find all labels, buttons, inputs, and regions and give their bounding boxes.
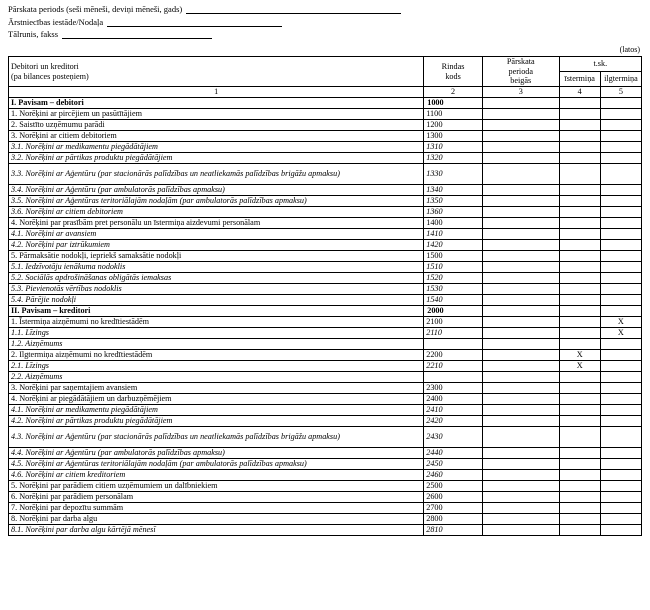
table-row — [9, 492, 642, 503]
row-period-end-value[interactable] — [482, 120, 559, 131]
row-short-term-value[interactable] — [559, 218, 600, 229]
row-code: 2450 — [424, 459, 483, 470]
row-short-term-value[interactable] — [559, 142, 600, 153]
table-row — [9, 317, 642, 328]
row-period-end-value[interactable] — [482, 229, 559, 240]
row-period-end-value[interactable] — [482, 262, 559, 273]
row-short-term-value[interactable] — [559, 153, 600, 164]
row-period-end-value[interactable] — [482, 317, 559, 328]
table-row — [9, 98, 642, 109]
row-long-term-value[interactable] — [600, 525, 641, 536]
row-short-term-value[interactable] — [559, 98, 600, 109]
row-short-term-value[interactable] — [559, 514, 600, 525]
row-code: 2300 — [424, 383, 483, 394]
table-row — [9, 131, 642, 142]
header-row-institution — [8, 17, 642, 27]
table-row — [9, 405, 642, 416]
row-period-end-value[interactable] — [482, 394, 559, 405]
row-label: 1. Īstermiņa aizņēmumi no kredītiestādēm — [9, 317, 424, 328]
row-code: 1000 — [424, 98, 483, 109]
row-label: 5. Pārmaksātie nodokļi, iepriekš samaksātie nodokļi — [9, 251, 424, 262]
row-label: 5.4. Pārējie nodokļi — [9, 295, 424, 306]
row-long-term-value[interactable] — [600, 284, 641, 295]
row-short-term-value[interactable] — [559, 164, 600, 185]
row-label: 4.1. Norēķini ar avansiem — [9, 229, 424, 240]
row-period-end-value[interactable] — [482, 251, 559, 262]
table-row — [9, 153, 642, 164]
table-row — [9, 361, 642, 372]
row-period-end-value[interactable] — [482, 427, 559, 448]
row-label: 5.2. Sociālās apdrošināšanas obligātās iemaksas — [9, 273, 424, 284]
table-row — [9, 459, 642, 470]
phone-input-line[interactable] — [62, 29, 212, 39]
row-label: 5.1. Iedzīvotāju ienākuma nodoklis — [9, 262, 424, 273]
row-label: 2. Ilgtermiņa aizņēmumi no kredītiestādēm — [9, 350, 424, 361]
row-code: 2440 — [424, 448, 483, 459]
row-short-term-value[interactable] — [559, 383, 600, 394]
row-label: 1. Norēķini ar pircējiem un pasūtītājiem — [9, 109, 424, 120]
col-header-end-line3: beigās — [510, 76, 532, 86]
row-short-term-value[interactable] — [559, 273, 600, 284]
row-label: 3.5. Norēķini ar Aģentūras teritoriālajām nodaļām (par ambulatorās palīdzības apmaksu) — [9, 196, 424, 207]
col-header-period-end — [482, 57, 559, 87]
table-row — [9, 350, 642, 361]
header-row-period — [8, 4, 642, 14]
row-label: 3.2. Norēķini ar pārtikas produktu piegādātājiem — [9, 153, 424, 164]
table-row — [9, 240, 642, 251]
row-label: 3. Norēķini par saņemtajiem avansiem — [9, 383, 424, 394]
row-long-term-value[interactable] — [600, 339, 641, 350]
row-period-end-value[interactable] — [482, 185, 559, 196]
row-long-term-value[interactable] — [600, 196, 641, 207]
col-header-tsk: t.sk. — [559, 57, 641, 72]
row-period-end-value[interactable] — [482, 306, 559, 317]
row-code: 1540 — [424, 295, 483, 306]
row-label: 2.2. Aizņēmums — [9, 372, 424, 383]
row-long-term-value[interactable] — [600, 273, 641, 284]
row-short-term-value[interactable] — [559, 196, 600, 207]
table-row — [9, 185, 642, 196]
row-label: 3.1. Norēķini ar medikamentu piegādātājiem — [9, 142, 424, 153]
row-period-end-value[interactable] — [482, 372, 559, 383]
table-row — [9, 120, 642, 131]
row-code: 2410 — [424, 405, 483, 416]
row-short-term-value[interactable] — [559, 503, 600, 514]
row-code: 2600 — [424, 492, 483, 503]
table-row — [9, 273, 642, 284]
row-short-term-value[interactable] — [559, 328, 600, 339]
table-row — [9, 383, 642, 394]
row-long-term-value[interactable] — [600, 514, 641, 525]
row-code: 1500 — [424, 251, 483, 262]
row-code: 2420 — [424, 416, 483, 427]
row-code: 2400 — [424, 394, 483, 405]
row-long-term-value[interactable] — [600, 207, 641, 218]
row-code: 2500 — [424, 481, 483, 492]
row-short-term-value[interactable] — [559, 306, 600, 317]
row-period-end-value[interactable] — [482, 503, 559, 514]
table-row — [9, 448, 642, 459]
row-code — [424, 339, 483, 350]
row-label: 1.2. Aizņēmums — [9, 339, 424, 350]
col-header-long-term: ilgtermiņa — [600, 72, 641, 87]
row-period-end-value[interactable] — [482, 492, 559, 503]
row-period-end-value[interactable] — [482, 207, 559, 218]
row-label: 4.3. Norēķini ar Aģentūru (par stacionārās palīdzības un neatliekamās palīdzības brigāžu apmaksu) — [9, 427, 424, 448]
table-row — [9, 394, 642, 405]
row-label: 3.6. Norēķini ar citiem debitoriem — [9, 207, 424, 218]
row-label: II. Pavisam – kreditori — [9, 306, 424, 317]
row-short-term-value[interactable] — [559, 251, 600, 262]
table-row — [9, 525, 642, 536]
table-row — [9, 427, 642, 448]
row-short-term-value[interactable] — [559, 470, 600, 481]
header-row-phone — [8, 29, 642, 39]
row-period-end-value[interactable] — [482, 240, 559, 251]
row-label: 3.3. Norēķini ar Aģentūru (par stacionārās palīdzības un neatliekamās palīdzības brigāžu apmaksu) — [9, 164, 424, 185]
table-row — [9, 339, 642, 350]
row-short-term-value[interactable] — [559, 416, 600, 427]
row-short-term-value[interactable] — [559, 481, 600, 492]
row-long-term-value[interactable] — [600, 394, 641, 405]
row-short-term-value[interactable] — [559, 525, 600, 536]
row-short-term-value[interactable] — [559, 131, 600, 142]
row-long-term-value[interactable] — [600, 459, 641, 470]
row-period-end-value[interactable] — [482, 448, 559, 459]
row-short-term-value[interactable] — [559, 109, 600, 120]
col-header-code-line1: Rindas — [441, 61, 465, 71]
row-short-term-value[interactable]: X — [559, 350, 600, 361]
table-row — [9, 196, 642, 207]
row-period-end-value[interactable] — [482, 328, 559, 339]
row-code: 1520 — [424, 273, 483, 284]
col-header-code — [424, 57, 483, 87]
period-input-line[interactable] — [186, 4, 401, 14]
row-long-term-value[interactable] — [600, 481, 641, 492]
row-label: 4.2. Norēķini ar pārtikas produktu piegādātājiem — [9, 416, 424, 427]
row-long-term-value[interactable] — [600, 120, 641, 131]
row-period-end-value[interactable] — [482, 142, 559, 153]
row-period-end-value[interactable] — [482, 405, 559, 416]
units-note: (latos) — [619, 45, 640, 54]
table-header-row-1 — [9, 57, 642, 72]
colnum-2: 2 — [424, 87, 483, 98]
row-code: 1300 — [424, 131, 483, 142]
row-label: 4.1. Norēķini ar medikamentu piegādātājiem — [9, 405, 424, 416]
row-code: 2460 — [424, 470, 483, 481]
row-long-term-value[interactable] — [600, 240, 641, 251]
row-code: 1350 — [424, 196, 483, 207]
row-code: 2210 — [424, 361, 483, 372]
table-row — [9, 142, 642, 153]
colnum-3: 3 — [482, 87, 559, 98]
row-short-term-value[interactable] — [559, 427, 600, 448]
row-short-term-value[interactable]: X — [559, 361, 600, 372]
row-period-end-value[interactable] — [482, 459, 559, 470]
row-code: 1320 — [424, 153, 483, 164]
row-period-end-value[interactable] — [482, 514, 559, 525]
table-row — [9, 262, 642, 273]
row-short-term-value[interactable] — [559, 262, 600, 273]
row-short-term-value[interactable] — [559, 317, 600, 328]
row-long-term-value[interactable] — [600, 295, 641, 306]
row-short-term-value[interactable] — [559, 448, 600, 459]
row-long-term-value[interactable] — [600, 503, 641, 514]
row-code: 1420 — [424, 240, 483, 251]
table-body — [9, 98, 642, 536]
row-long-term-value[interactable] — [600, 98, 641, 109]
row-short-term-value[interactable] — [559, 339, 600, 350]
col-header-name-line2: (pa bilances posteņiem) — [11, 71, 89, 81]
row-short-term-value[interactable] — [559, 229, 600, 240]
row-label: 6. Norēķini par parādiem personālam — [9, 492, 424, 503]
table-row — [9, 284, 642, 295]
colnum-4: 4 — [559, 87, 600, 98]
row-short-term-value[interactable] — [559, 295, 600, 306]
table-row — [9, 503, 642, 514]
row-period-end-value[interactable] — [482, 295, 559, 306]
row-short-term-value[interactable] — [559, 120, 600, 131]
table-row — [9, 470, 642, 481]
row-period-end-value[interactable] — [482, 470, 559, 481]
row-code: 2800 — [424, 514, 483, 525]
row-long-term-value[interactable] — [600, 383, 641, 394]
row-long-term-value[interactable] — [600, 405, 641, 416]
debtors-creditors-table — [8, 56, 642, 536]
row-code: 2810 — [424, 525, 483, 536]
row-label: 4. Norēķini ar piegādātājiem un darbuzņēmējiem — [9, 394, 424, 405]
row-code: 1510 — [424, 262, 483, 273]
row-long-term-value[interactable] — [600, 164, 641, 185]
row-long-term-value[interactable] — [600, 361, 641, 372]
row-code: 1200 — [424, 120, 483, 131]
table-row — [9, 514, 642, 525]
row-label: 5.3. Pievienotās vērtības nodoklis — [9, 284, 424, 295]
row-label: 4.2. Norēķini par iztrūkumiem — [9, 240, 424, 251]
document-header — [0, 0, 650, 39]
col-header-short-term: īstermiņa — [559, 72, 600, 87]
row-period-end-value[interactable] — [482, 284, 559, 295]
row-period-end-value[interactable] — [482, 196, 559, 207]
row-code: 1100 — [424, 109, 483, 120]
row-long-term-value[interactable] — [600, 142, 641, 153]
row-long-term-value[interactable] — [600, 229, 641, 240]
row-period-end-value[interactable] — [482, 218, 559, 229]
table-row — [9, 207, 642, 218]
row-short-term-value[interactable] — [559, 405, 600, 416]
row-long-term-value[interactable] — [600, 218, 641, 229]
row-code: 2200 — [424, 350, 483, 361]
row-code: 2000 — [424, 306, 483, 317]
row-long-term-value[interactable] — [600, 372, 641, 383]
row-code: 1340 — [424, 185, 483, 196]
row-period-end-value[interactable] — [482, 481, 559, 492]
col-header-name-line1: Debitori un kreditori — [11, 61, 79, 71]
row-long-term-value[interactable] — [600, 416, 641, 427]
row-long-term-value[interactable] — [600, 492, 641, 503]
col-header-name — [9, 57, 424, 87]
row-code: 2100 — [424, 317, 483, 328]
row-short-term-value[interactable] — [559, 284, 600, 295]
institution-input-line[interactable] — [107, 17, 282, 27]
row-code: 1530 — [424, 284, 483, 295]
table-row — [9, 109, 642, 120]
table-row — [9, 481, 642, 492]
row-long-term-value[interactable] — [600, 427, 641, 448]
row-long-term-value[interactable] — [600, 470, 641, 481]
row-period-end-value[interactable] — [482, 98, 559, 109]
row-long-term-value[interactable] — [600, 251, 641, 262]
table-row — [9, 416, 642, 427]
row-period-end-value[interactable] — [482, 361, 559, 372]
row-short-term-value[interactable] — [559, 240, 600, 251]
table-row — [9, 229, 642, 240]
row-period-end-value[interactable] — [482, 350, 559, 361]
row-code: 1330 — [424, 164, 483, 185]
colnum-5: 5 — [600, 87, 641, 98]
row-period-end-value[interactable] — [482, 131, 559, 142]
table-row — [9, 218, 642, 229]
table-row — [9, 306, 642, 317]
row-label: 3.4. Norēķini ar Aģentūru (par ambulatorās palīdzības apmaksu) — [9, 185, 424, 196]
row-short-term-value[interactable] — [559, 207, 600, 218]
row-long-term-value[interactable] — [600, 131, 641, 142]
table-row — [9, 164, 642, 185]
row-label: 8. Norēķini par darba algu — [9, 514, 424, 525]
row-long-term-value[interactable]: X — [600, 328, 641, 339]
row-long-term-value[interactable] — [600, 185, 641, 196]
row-period-end-value[interactable] — [482, 383, 559, 394]
col-header-end-line2: perioda — [508, 66, 534, 76]
row-label: 5. Norēķini par parādiem citiem uzņēmumiem un dalībniekiem — [9, 481, 424, 492]
table-row — [9, 328, 642, 339]
row-label: 1.1. Līzings — [9, 328, 424, 339]
row-label: 4.6. Norēķini ar citiem kreditoriem — [9, 470, 424, 481]
phone-label: Tālrunis, fakss — [8, 29, 59, 39]
row-long-term-value[interactable] — [600, 448, 641, 459]
row-long-term-value[interactable]: X — [600, 317, 641, 328]
row-code: 1400 — [424, 218, 483, 229]
row-long-term-value[interactable] — [600, 109, 641, 120]
row-code: 2430 — [424, 427, 483, 448]
row-label: 8.1. Norēķini par darba algu kārtējā mēnesī — [9, 525, 424, 536]
row-short-term-value[interactable] — [559, 459, 600, 470]
row-period-end-value[interactable] — [482, 416, 559, 427]
row-period-end-value[interactable] — [482, 153, 559, 164]
row-long-term-value[interactable] — [600, 306, 641, 317]
table-row — [9, 372, 642, 383]
row-code — [424, 372, 483, 383]
row-code: 1410 — [424, 229, 483, 240]
row-code: 1310 — [424, 142, 483, 153]
table-header — [9, 57, 642, 98]
row-short-term-value[interactable] — [559, 394, 600, 405]
row-label: 4.5. Norēķini ar Aģentūras teritoriālajām nodaļām (par ambulatorās palīdzības apmaksu) — [9, 459, 424, 470]
row-long-term-value[interactable] — [600, 153, 641, 164]
row-code: 2110 — [424, 328, 483, 339]
row-label: 3. Norēķini ar citiem debitoriem — [9, 131, 424, 142]
table-column-numbers-row — [9, 87, 642, 98]
row-label: I. Pavisam – debitori — [9, 98, 424, 109]
col-header-end-line1: Pārskata — [506, 57, 535, 66]
row-label: 2. Saistīto uzņēmumu parādi — [9, 120, 424, 131]
table-row — [9, 251, 642, 262]
institution-label: Ārstniecības iestāde/Nodaļa — [8, 16, 104, 27]
row-period-end-value[interactable] — [482, 339, 559, 350]
row-label: 4.4. Norēķini ar Aģentūru (par ambulatorās palīdzības apmaksu) — [9, 448, 424, 459]
row-long-term-value[interactable] — [600, 350, 641, 361]
row-period-end-value[interactable] — [482, 525, 559, 536]
row-long-term-value[interactable] — [600, 262, 641, 273]
table-row — [9, 295, 642, 306]
col-header-code-line2: kods — [445, 71, 461, 81]
row-label: 7. Norēķini par depozītu summām — [9, 503, 424, 514]
row-label: 4. Norēķini par prasībām pret personālu un īstermiņa aizdevumi personālam — [9, 218, 424, 229]
row-short-term-value[interactable] — [559, 372, 600, 383]
row-label: 2.1. Līzings — [9, 361, 424, 372]
row-short-term-value[interactable] — [559, 492, 600, 503]
row-period-end-value[interactable] — [482, 164, 559, 185]
row-period-end-value[interactable] — [482, 109, 559, 120]
row-period-end-value[interactable] — [482, 273, 559, 284]
row-code: 2700 — [424, 503, 483, 514]
period-label: Pārskata periods (seši mēneši, deviņi mēneši, gads) — [8, 4, 183, 14]
row-short-term-value[interactable] — [559, 185, 600, 196]
colnum-1: 1 — [9, 87, 424, 98]
row-code: 1360 — [424, 207, 483, 218]
